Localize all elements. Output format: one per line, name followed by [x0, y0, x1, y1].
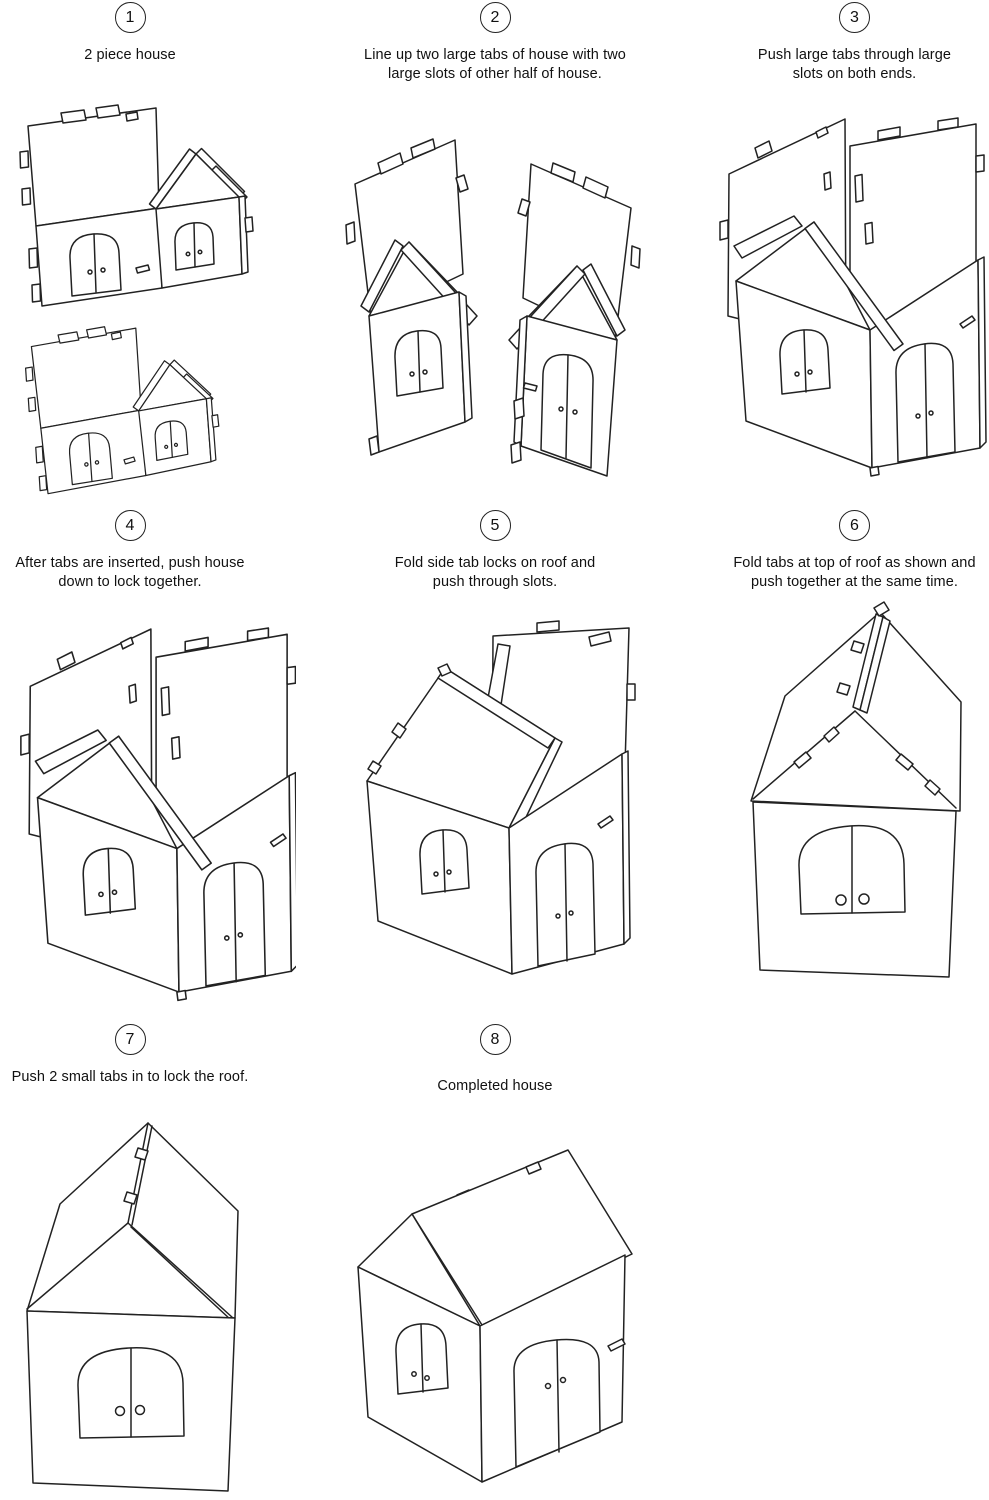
step-6 — [710, 508, 989, 592]
step-6-number-badge: 6 — [839, 510, 870, 541]
step-2 — [335, 0, 655, 84]
step-6-illustration — [698, 584, 989, 1008]
step-8-number-badge: 8 — [480, 1024, 511, 1055]
step-3-number-badge: 3 — [839, 2, 870, 33]
step-1-caption: 2 piece house — [84, 47, 176, 63]
step-5 — [342, 508, 648, 592]
step-6-caption: Fold tabs at top of roof as shown and push together at the same time. — [733, 555, 976, 591]
step-8-illustration — [330, 1122, 660, 1498]
step-1-illustration — [6, 98, 256, 498]
step-4 — [0, 508, 260, 592]
step-7-caption: Push 2 small tabs in to lock the roof. — [11, 1069, 249, 1085]
step-8 — [330, 1022, 660, 1096]
step-3 — [710, 0, 989, 84]
step-4-number-badge: 4 — [115, 510, 146, 541]
step-3-illustration — [698, 116, 989, 484]
step-7 — [0, 1022, 260, 1087]
right-half — [509, 163, 640, 476]
step-5-caption: Fold side tab locks on roof and push through slots. — [394, 555, 596, 591]
step-2-illustration — [337, 126, 649, 482]
step-7-illustration — [0, 1106, 280, 1498]
step-2-caption: Line up two large tabs of house with two large slots of other half of house. — [364, 47, 626, 83]
step-5-number-badge: 5 — [480, 510, 511, 541]
step-4-caption: After tabs are inserted, push house down to lock together. — [15, 555, 245, 591]
step-7-number-badge: 7 — [115, 1024, 146, 1055]
step-5-illustration — [342, 606, 652, 1010]
step-1-number-badge: 1 — [115, 2, 146, 33]
step-8-caption: Completed house — [437, 1078, 553, 1094]
step-4-illustration — [0, 604, 296, 1014]
step-2-number-badge: 2 — [480, 2, 511, 33]
step-1 — [0, 0, 260, 65]
step-3-caption: Push large tabs through large slots on both ends. — [757, 47, 952, 83]
left-half — [346, 139, 477, 455]
